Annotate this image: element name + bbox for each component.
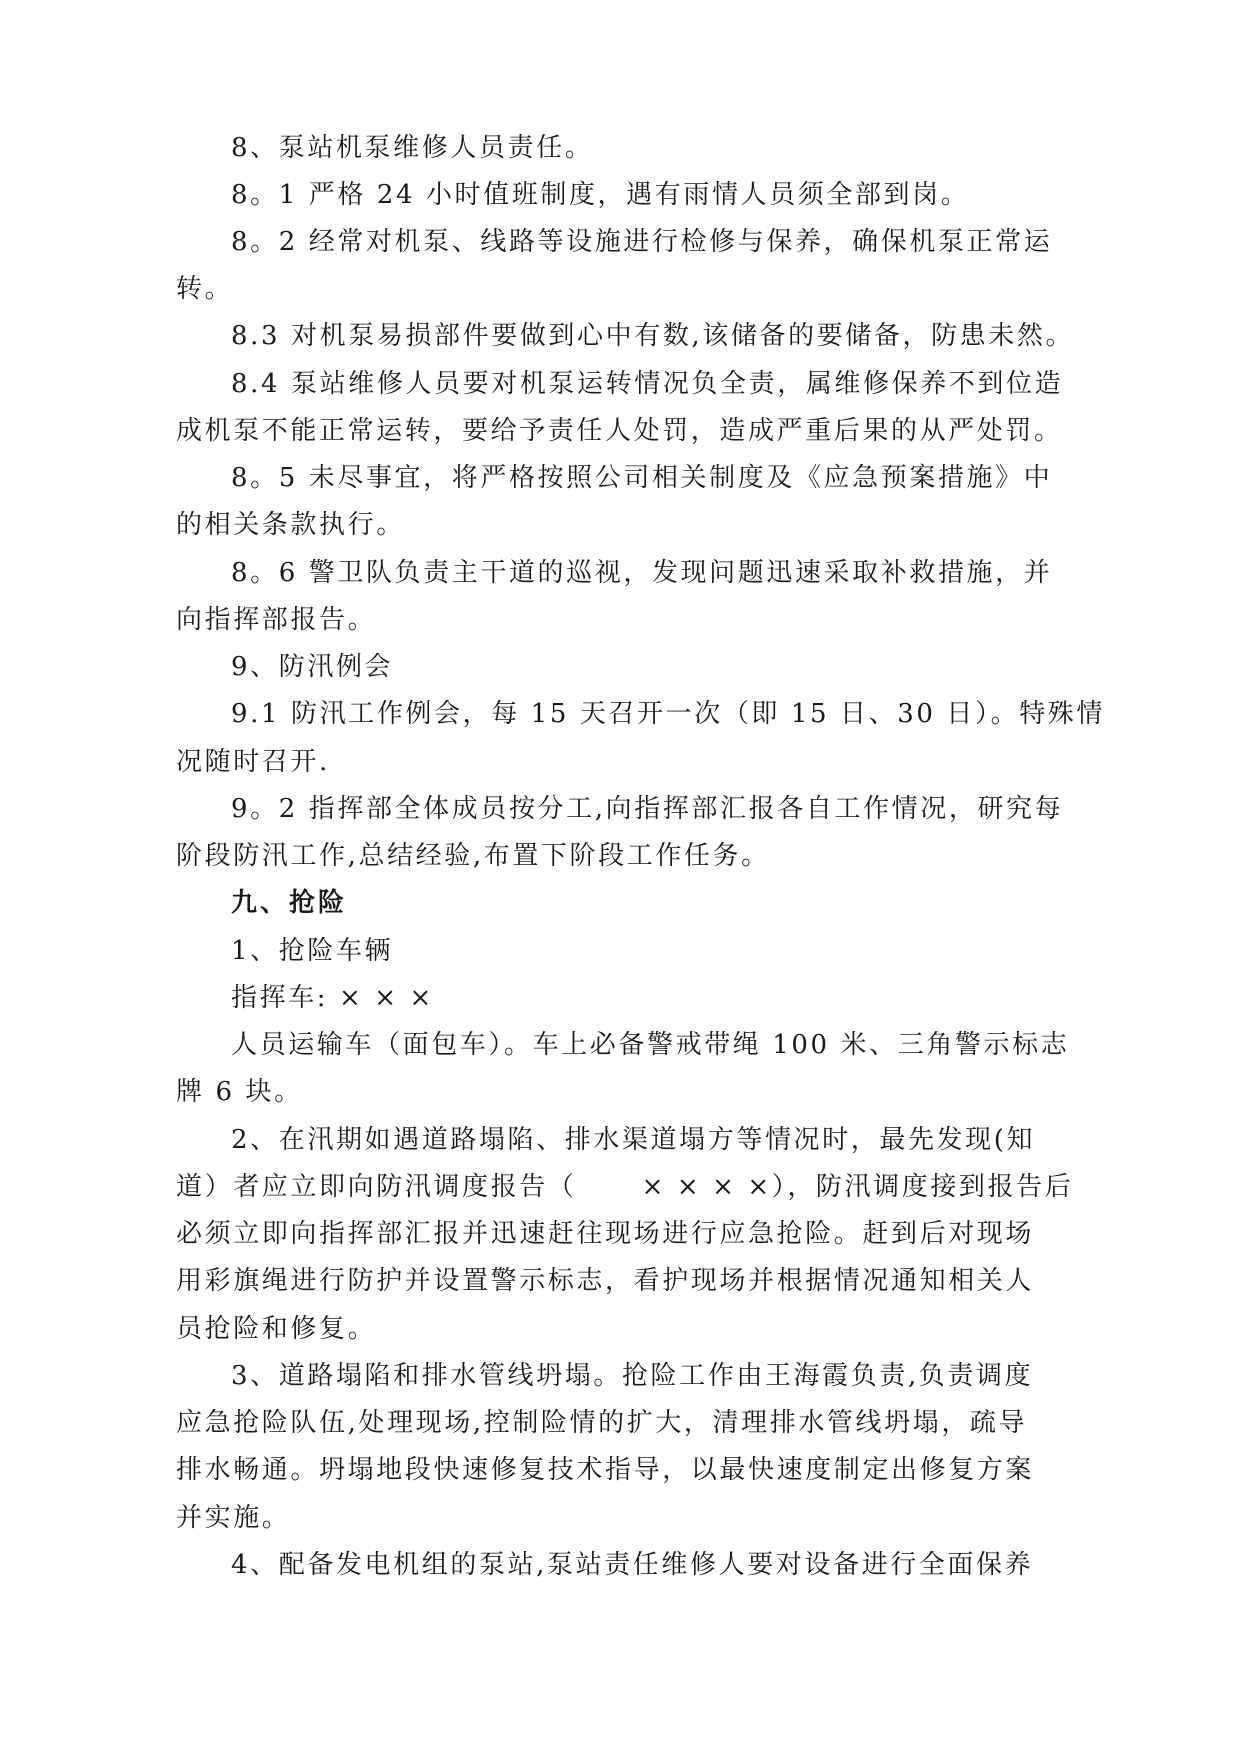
paragraph-line: 况随时召开.	[176, 747, 330, 777]
paragraph-line: 向指挥部报告。	[176, 605, 377, 635]
paragraph-line: 8。6 警卫队负责主干道的巡视，发现问题迅速采取补救措施，并	[231, 558, 1053, 588]
paragraph-line: 8.4 泵站维修人员要对机泵运转情况负全责，属维修保养不到位造	[231, 369, 1064, 399]
paragraph-line: 人员运输车（面包车）。车上必备警戒带绳 100 米、三角警示标志	[231, 1030, 1070, 1060]
paragraph-line: 道）者应立即向防汛调度报告（ × × × ×），防汛调度接到报告后	[176, 1172, 1074, 1202]
paragraph-line: 8。1 严格 24 小时值班制度，遇有雨情人员须全部到岗。	[231, 180, 970, 210]
paragraph-line: 转。	[176, 274, 234, 304]
paragraph-line: 排水畅通。坍塌地段快速修复技术指导，以最快速度制定出修复方案	[176, 1455, 1035, 1485]
paragraph-line: 9。2 指挥部全体成员按分工,向指挥部汇报各自工作情况，研究每	[231, 794, 1064, 824]
paragraph-line: 8、泵站机泵维修人员责任。	[231, 133, 594, 163]
paragraph-line: 必须立即向指挥部汇报并迅速赶往现场进行应急抢险。赶到后对现场	[176, 1219, 1035, 1249]
paragraph-line: 的相关条款执行。	[176, 510, 405, 540]
paragraph-line: 指挥车: × × ×	[231, 983, 434, 1013]
paragraph-line: 8.3 对机泵易损部件要做到心中有数,该储备的要储备，防患未然。	[231, 321, 1075, 351]
paragraph-line: 9.1 防汛工作例会，每 15 天召开一次（即 15 日、30 日）。特殊情	[231, 699, 1105, 729]
paragraph-line: 并实施。	[176, 1503, 291, 1533]
paragraph-line: 4、配备发电机组的泵站,泵站责任维修人要对设备进行全面保养	[231, 1550, 1034, 1580]
paragraph-line: 员抢险和修复。	[176, 1314, 377, 1344]
paragraph-line: 阶段防汛工作,总结经验,布置下阶段工作任务。	[176, 841, 770, 871]
paragraph-line: 2、在汛期如遇道路塌陷、排水渠道塌方等情况时，最先发现(知	[231, 1125, 1036, 1155]
paragraph-line: 9、防汛例会	[231, 652, 394, 682]
section-heading: 九、抢险	[231, 888, 348, 918]
paragraph-line: 用彩旗绳进行防护并设置警示标志，看护现场并根据情况通知相关人	[176, 1266, 1035, 1296]
paragraph-line: 应急抢险队伍,处理现场,控制险情的扩大，清理排水管线坍塌，疏导	[176, 1408, 1028, 1438]
paragraph-line: 成机泵不能正常运转，要给予责任人处罚，造成严重后果的从严处罚。	[176, 416, 1063, 446]
paragraph-line: 8。2 经常对机泵、线路等设施进行检修与保养，确保机泵正常运	[231, 227, 1053, 257]
paragraph-line: 1、抢险车辆	[231, 936, 394, 966]
paragraph-line: 牌 6 块。	[176, 1077, 303, 1107]
paragraph-line: 8。5 未尽事宜，将严格按照公司相关制度及《应急预案措施》中	[231, 463, 1053, 493]
paragraph-line: 3、道路塌陷和排水管线坍塌。抢险工作由王海霞负责,负责调度	[231, 1361, 1034, 1391]
